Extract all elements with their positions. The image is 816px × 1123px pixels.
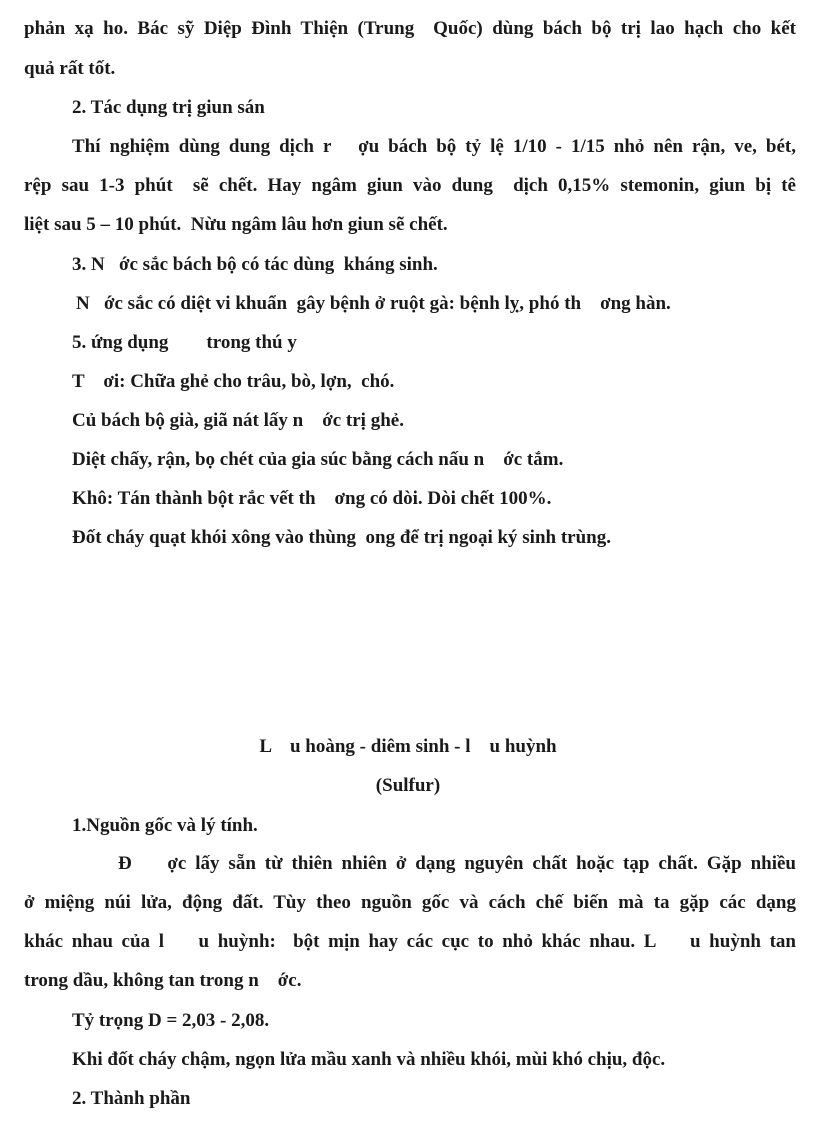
article-subtitle: (Sulfur) (375, 775, 441, 796)
paragraph-line: Tỷ trọng D = 2,03 - 2,08. (72, 1010, 270, 1031)
paragraph-line: trong dầu, không tan trong n ớc. (24, 970, 302, 991)
section-heading: 2. Tác dụng trị giun sán (72, 97, 265, 118)
paragraph-line: liệt sau 5 – 10 phút. Nừu ngâm lâu hơn giun sẽ chết. (24, 214, 448, 235)
paragraph-line: Diệt chấy, rận, bọ chét của gia súc bằng cách nấu n ớc tắm. (72, 449, 564, 470)
paragraph-line: quả rất tốt. (24, 58, 116, 79)
paragraph-line: N ớc sắc có diệt vi khuẩn gây bệnh ở ruột gà: bệnh lỵ, phó th ơng hàn. (76, 293, 671, 314)
paragraph-line: khác nhau của l u huỳnh: bột mịn hay các cục to nhỏ khác nhau. L u huỳnh tan (24, 931, 796, 952)
paragraph-line: ở miệng núi lửa, động đất. Tùy theo nguồn gốc và cách chế biến mà ta gặp các dạng (24, 892, 796, 913)
section-heading: 2. Thành phần (72, 1088, 191, 1109)
section-heading: 3. N ớc sắc bách bộ có tác dùng kháng sinh. (72, 254, 438, 275)
paragraph-line: Khi đốt cháy chậm, ngọn lửa mầu xanh và nhiều khói, mùi khó chịu, độc. (72, 1049, 666, 1070)
paragraph-line: Thí nghiệm dùng dung dịch r ợu bách bộ tỷ lệ 1/10 - 1/15 nhỏ nên rận, ve, bét, (72, 136, 796, 157)
paragraph-line: Đ ợc lấy sẵn từ thiên nhiên ở dạng nguyên chất hoặc tạp chất. Gặp nhiều (118, 853, 796, 874)
paragraph-line: T ơi: Chữa ghẻ cho trâu, bò, lợn, chó. (72, 371, 395, 392)
paragraph-line: rệp sau 1-3 phút sẽ chết. Hay ngâm giun vào dung dịch 0,15% stemonin, giun bị tê (24, 175, 796, 196)
paragraph-line: Đốt cháy quạt khói xông vào thùng ong để trị ngoại ký sinh trùng. (72, 527, 611, 548)
paragraph-line: phản xạ ho. Bác sỹ Diệp Đình Thiện (Trung Quốc) dùng bách bộ trị lao hạch cho kết (24, 18, 796, 39)
paragraph-line: Khô: Tán thành bột rắc vết th ơng có dòi. Dòi chết 100%. (72, 488, 552, 509)
section-heading: 5. ứng dụng trong thú y (72, 332, 297, 353)
article-title: L u hoàng - diêm sinh - l u huỳnh (259, 736, 557, 757)
paragraph-line: Củ bách bộ già, giã nát lấy n ớc trị ghẻ. (72, 410, 404, 431)
section-heading: 1.Nguồn gốc và lý tính. (72, 815, 258, 836)
